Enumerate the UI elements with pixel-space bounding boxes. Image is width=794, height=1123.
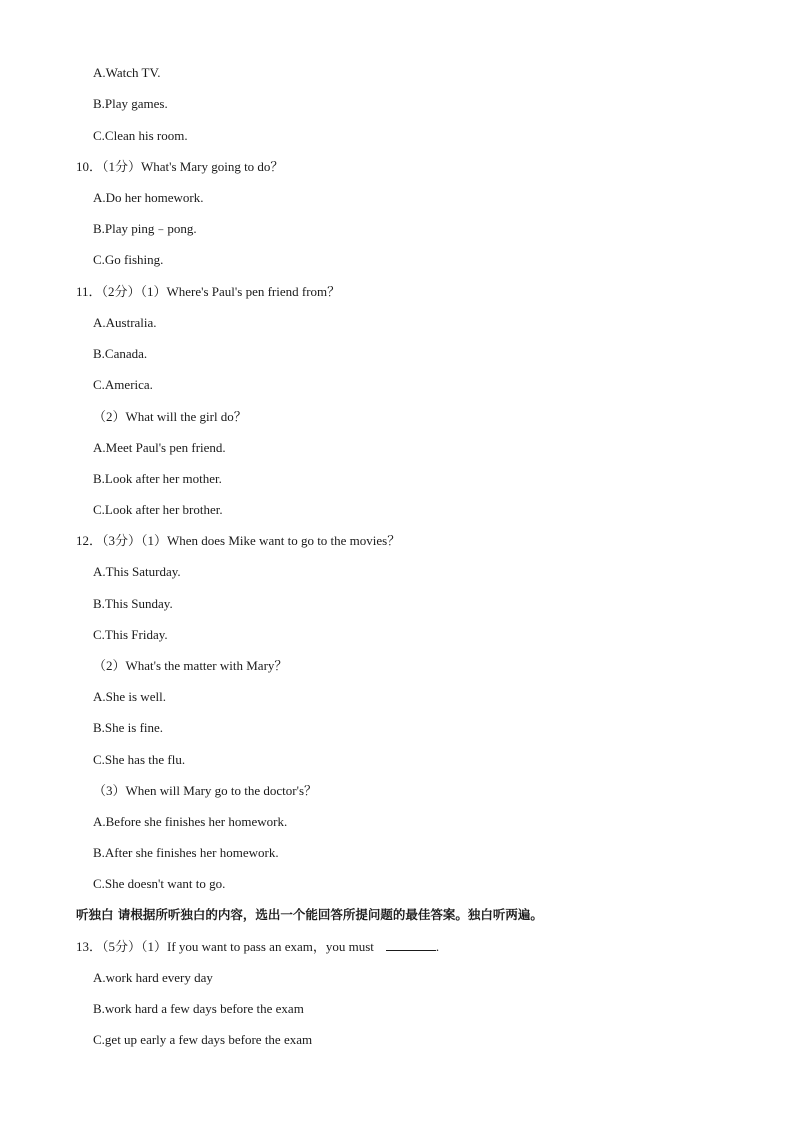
q12-1-option-a: A.This Saturday. — [93, 564, 181, 579]
q13-stem-line — [76, 939, 439, 955]
q12-stem: 12．（3分）（1）When does Mike want to go to the movies？ — [76, 533, 401, 548]
q9-option-c: C.Clean his room. — [93, 128, 188, 143]
q10-option-c: C.Go fishing. — [93, 252, 164, 267]
q12-3-option-c: C.She doesn't want to go. — [93, 876, 226, 891]
q9-option-b: B.Play games. — [93, 96, 168, 111]
q12-2-option-c: C.She has the flu. — [93, 752, 186, 767]
section-instruction: 听独白 请根据所听独白的内容，选出一个能回答所提问题的最佳答案。独白听两遍。 — [76, 907, 543, 922]
q13-1-option-a: A.work hard every day — [93, 970, 213, 985]
q12-sub2: （2）What's the matter with Mary？ — [93, 658, 288, 673]
q13-stem-end: . — [435, 939, 440, 954]
q11-1-option-c: C.America. — [93, 377, 153, 392]
q13-stem: 13．（5分）（1）If you want to pass an exam，you must — [76, 939, 374, 954]
q11-2-option-b: B.Look after her mother. — [93, 471, 222, 486]
q12-sub3: （3）When will Mary go to the doctor's？ — [93, 783, 318, 798]
q12-2-option-a: A.She is well. — [93, 689, 166, 704]
q13-1-option-b: B.work hard a few days before the exam — [93, 1001, 304, 1016]
q13-1-option-c: C.get up early a few days before the exam — [93, 1032, 313, 1047]
q10-stem: 10．（1分）What's Mary going to do？ — [76, 159, 284, 174]
q12-1-option-c: C.This Friday. — [93, 627, 168, 642]
q12-2-option-b: B.She is fine. — [93, 720, 164, 735]
q11-1-option-b: B.Canada. — [93, 346, 148, 361]
q10-option-a: A.Do her homework. — [93, 190, 204, 205]
q12-3-option-a: A.Before she finishes her homework. — [93, 814, 288, 829]
answer-blank — [386, 939, 436, 951]
q11-2-option-c: C.Look after her brother. — [93, 502, 223, 517]
q11-sub2: （2）What will the girl do？ — [93, 409, 247, 424]
q10-option-b: B.Play ping﹣pong. — [93, 221, 197, 236]
q11-stem: 11．（2分）（1）Where's Paul's pen friend from？ — [76, 284, 341, 299]
q12-3-option-b: B.After she finishes her homework. — [93, 845, 279, 860]
q12-1-option-b: B.This Sunday. — [93, 596, 173, 611]
q11-1-option-a: A.Australia. — [93, 315, 157, 330]
q11-2-option-a: A.Meet Paul's pen friend. — [93, 440, 226, 455]
q9-option-a: A.Watch TV. — [93, 65, 161, 80]
